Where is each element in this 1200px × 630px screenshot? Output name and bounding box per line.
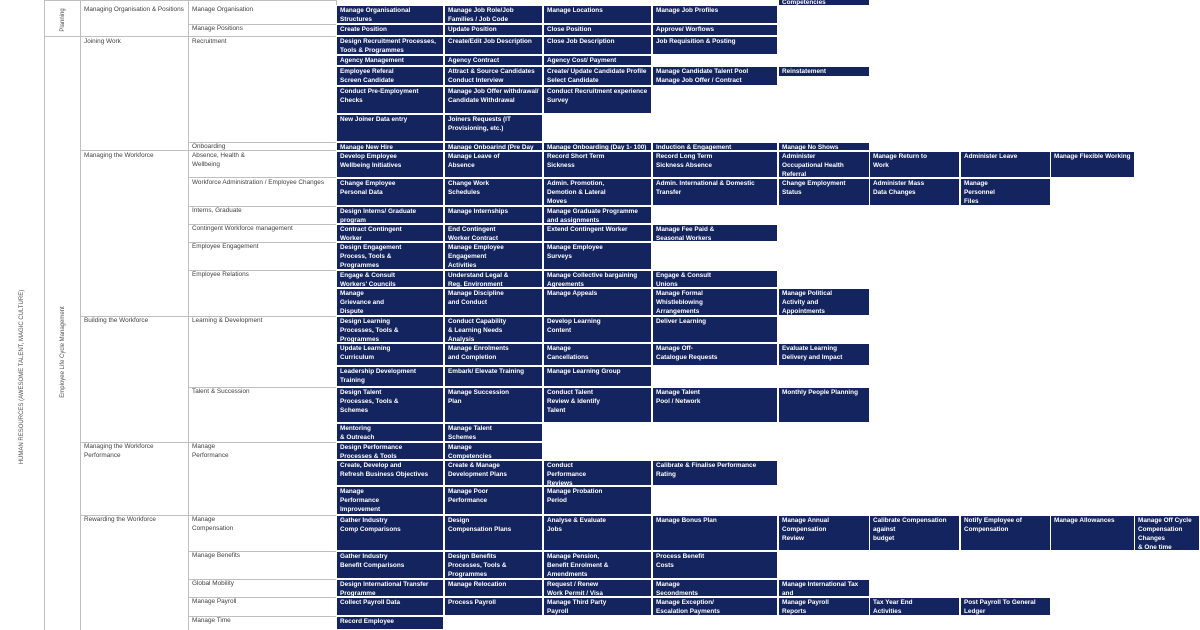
subsection-label: Onboarding <box>192 143 226 150</box>
process-cell[interactable]: Manage Third Party Payroll <box>543 597 652 616</box>
process-cell[interactable]: Manage Formal Whistleblowing Arrangements <box>652 288 778 316</box>
section-label: Building the Workforce <box>84 317 149 324</box>
process-cell[interactable]: Design Compensation Plans <box>444 515 543 551</box>
process-cell[interactable]: Create/ Update Candidate Profile Select Candidate <box>543 66 652 86</box>
process-cell[interactable]: Job Requisition & Posting <box>652 36 778 55</box>
process-cell[interactable]: Develop Employee Wellbeing Initiatives <box>336 151 444 178</box>
subsection-label: Manage Payroll <box>192 598 237 605</box>
process-cell[interactable]: Manage Job Offer withdrawal/ Candidate Withdrawal <box>444 86 543 114</box>
process-cell[interactable]: Attract & Source Candidates Conduct Interview <box>444 66 543 86</box>
process-cell[interactable]: Record Employee <box>336 616 444 630</box>
process-cell[interactable]: Update Position <box>444 24 543 36</box>
process-cell[interactable]: Admin. Promotion, Demotion & Lateral Moves <box>543 178 652 206</box>
process-cell[interactable]: Tax Year End Activities <box>869 597 960 616</box>
process-cell[interactable]: Record Short Term Sickness <box>543 151 652 178</box>
grid-line <box>44 0 336 1</box>
process-cell[interactable]: Gather Industry Comp Comparisons <box>336 515 444 551</box>
process-cell[interactable]: Analyse & Evaluate Jobs <box>543 515 652 551</box>
process-cell[interactable]: Manage Graduate Programme and assignments <box>543 206 652 224</box>
section-label: Rewarding the Workforce <box>84 516 156 523</box>
process-cell[interactable]: Create & Manage Development Plans <box>444 460 543 486</box>
subsection-label: Contingent Workforce management <box>192 225 293 232</box>
process-cell[interactable]: Manage Competencies <box>444 442 543 460</box>
process-cell[interactable]: Agency Cost/ Payment <box>543 55 652 66</box>
process-cell[interactable]: Manage Succession Plan <box>444 387 543 423</box>
process-cell[interactable]: Conduct Talent Review & Identify Talent <box>543 387 652 423</box>
subsection-label: Manage Positions <box>192 25 243 32</box>
org-vertical-label: HUMAN RESOURCES (AWESOME TALENT, MAGIC CULTURE) <box>19 289 25 465</box>
process-cell[interactable]: Deliver Learning <box>652 316 778 343</box>
process-cell[interactable]: Design Talent Processes, Tools & Schemes <box>336 387 444 423</box>
process-cell[interactable]: Manage Discipline and Conduct <box>444 288 543 316</box>
process-cell[interactable]: End Contingent Worker Contract <box>444 224 543 242</box>
process-cell[interactable]: Conduct Capability & Learning Needs Analysis <box>444 316 543 343</box>
process-cell[interactable]: Contract Contingent Worker <box>336 224 444 242</box>
process-cell[interactable]: Administer Mass Data Changes <box>869 178 960 206</box>
process-cell[interactable]: Gather Industry Benefit Comparisons <box>336 551 444 579</box>
process-cell[interactable]: Create Position <box>336 24 444 36</box>
process-cell[interactable]: Design Recruitment Processes, Tools & Programmes <box>336 36 444 55</box>
process-cell[interactable]: Conduct Pre-Employment Checks <box>336 86 444 114</box>
process-cell[interactable]: Design Benefits Processes, Tools & Programmes <box>444 551 543 579</box>
process-cell[interactable]: Process Payroll <box>444 597 543 616</box>
process-cell[interactable]: Engage & Consult Unions <box>652 270 778 288</box>
grid-line <box>44 0 45 630</box>
process-cell[interactable]: Manage Internships <box>444 206 543 224</box>
process-cell[interactable]: Manage Locations <box>543 5 652 24</box>
process-cell[interactable]: Post Payroll To General Ledger <box>960 597 1051 616</box>
process-cell[interactable]: Manage International Tax and <box>778 579 870 597</box>
process-cell[interactable]: Extend Contingent Worker <box>543 224 652 242</box>
process-cell[interactable]: Manage Flexible Working <box>1050 151 1135 178</box>
process-cell[interactable]: Joiners Requests (IT Provisioning, etc.) <box>444 114 543 142</box>
process-cell[interactable]: Change Work Schedules <box>444 178 543 206</box>
process-cell[interactable]: Manage Onboarding (Day 1- 100) <box>543 142 652 151</box>
process-cell[interactable]: Manage Secondments <box>652 579 778 597</box>
process-cell[interactable]: Manage Employee Surveys <box>543 242 652 270</box>
process-cell[interactable]: Employee Referal Screen Candidate <box>336 66 444 86</box>
process-cell[interactable]: Conduct Recruitment experience Survey <box>543 86 652 114</box>
process-cell[interactable]: Manage Performance Improvement <box>336 486 444 515</box>
subsection-label: Manage Benefits <box>192 552 240 559</box>
process-cell[interactable]: Induction & Engagement <box>652 142 778 151</box>
process-cell[interactable]: Manage Payroll Reports <box>778 597 870 616</box>
process-cell[interactable]: Manage Job Profiles <box>652 5 778 24</box>
process-cell[interactable]: Manage Enrolments and Completion <box>444 343 543 366</box>
process-cell[interactable]: Create/Edit Job Description <box>444 36 543 55</box>
process-cell[interactable]: Manage Relocation <box>444 579 543 597</box>
process-cell[interactable]: Leadership Development Training <box>336 366 444 387</box>
section-label: Managing Organisation & Positions <box>84 6 184 13</box>
planning-vertical-label: Planning <box>60 8 66 32</box>
process-cell[interactable]: Create, Develop and Refresh Business Objectives <box>336 460 444 486</box>
process-cell[interactable]: Understand Legal & Reg. Environment <box>444 270 543 288</box>
process-cell[interactable]: Manage Poor Performance <box>444 486 543 515</box>
subsection-label: Recruitment <box>192 38 227 45</box>
process-cell[interactable]: Develop Learning Content <box>543 316 652 343</box>
process-cell[interactable]: Calibrate & Finalise Performance Rating <box>652 460 778 486</box>
process-cell[interactable]: Manage Fee Paid & Seasonal Workers <box>652 224 778 242</box>
process-cell[interactable]: Manage Return to Work <box>869 151 960 178</box>
process-cell[interactable]: Evaluate Learning Delivery and Impact <box>778 343 870 366</box>
subsection-label: Manage Performance <box>192 443 229 459</box>
process-cell[interactable]: Manage Probation Period <box>543 486 652 515</box>
lifecycle-vertical-label: Employee Life Cycle Management <box>60 306 66 398</box>
process-cell[interactable]: Design International Transfer Programme <box>336 579 444 597</box>
process-cell[interactable]: Change Employment Status <box>778 178 870 206</box>
process-cell[interactable]: Calibrate Compensation against budget <box>869 515 960 551</box>
process-cell[interactable]: Manage Off- Catalogue Requests <box>652 343 778 366</box>
process-cell[interactable]: Design Learning Processes, Tools & Programmes <box>336 316 444 343</box>
subsection-label: Absence, Health & Wellbeing <box>192 152 245 168</box>
subsection-label: Learning & Development <box>192 317 263 324</box>
process-cell[interactable]: Manage Bonus Plan <box>652 515 778 551</box>
process-cell[interactable]: Record Long Term Sickness Absence <box>652 151 778 178</box>
process-cell[interactable]: Admin. International & Domestic Transfer <box>652 178 778 206</box>
process-cell[interactable]: Competencies <box>778 0 870 6</box>
process-cell[interactable]: Manage Collective bargaining Agreements <box>543 270 652 288</box>
process-cell[interactable]: Agency Contract <box>444 55 543 66</box>
process-cell[interactable]: Administer Occupational Health Referral <box>778 151 870 178</box>
process-cell[interactable]: Manage Talent Schemes <box>444 423 543 442</box>
subsection-label: Employee Engagement <box>192 243 259 250</box>
section-label: Managing the Workforce <box>84 152 154 159</box>
subsection-label: Talent & Succession <box>192 388 250 395</box>
process-cell[interactable]: Embark/ Elevate Training <box>444 366 543 387</box>
process-cell[interactable]: Manage Employee Engagement Activities <box>444 242 543 270</box>
process-cell[interactable]: Manage Political Activity and Appointments <box>778 288 870 316</box>
process-cell[interactable]: Approve/ Worflows <box>652 24 778 36</box>
process-cell[interactable]: Manage Learning Group <box>543 366 652 387</box>
process-cell[interactable]: Manage Grievance and Dispute <box>336 288 444 316</box>
process-cell[interactable]: Process Benefit Costs <box>652 551 778 579</box>
process-cell[interactable]: Engage & Consult Workers' Councils <box>336 270 444 288</box>
process-cell[interactable]: New Joiner Data entry <box>336 114 444 142</box>
subsection-label: Employee Relations <box>192 271 249 278</box>
process-cell[interactable]: Request / Renew Work Permit / Visa <box>543 579 652 597</box>
process-cell[interactable]: Update Learning Curriculum <box>336 343 444 366</box>
process-cell[interactable]: Agency Management <box>336 55 444 66</box>
process-cell[interactable]: Manage Cancellations <box>543 343 652 366</box>
section-label: Managing the Workforce Performance <box>84 443 154 459</box>
process-cell[interactable]: Notify Employee of Compensation <box>960 515 1051 551</box>
process-cell[interactable]: Design Engagement Process, Tools & Programmes <box>336 242 444 270</box>
process-cell[interactable]: Design Interns/ Graduate program <box>336 206 444 224</box>
process-cell[interactable]: Manage Organisational Structures <box>336 5 444 24</box>
grid-line <box>80 0 81 630</box>
process-cell[interactable]: Collect Payroll Data <box>336 597 444 616</box>
process-cell[interactable]: Manage No Shows <box>778 142 870 151</box>
subsection-label: Manage Organisation <box>192 6 254 13</box>
process-cell[interactable]: Monthly People Planning <box>778 387 870 423</box>
process-cell[interactable]: Mentoring & Outreach <box>336 423 444 442</box>
subsection-label: Interns, Graduate <box>192 207 242 214</box>
subsection-label: Workforce Administration / Employee Changes <box>192 179 325 186</box>
process-cell[interactable]: Manage Leave of Absence <box>444 151 543 178</box>
process-cell[interactable]: Design Performance Processes & Tools <box>336 442 444 460</box>
process-cell[interactable]: Manage Job Role/Job Families / Job Code <box>444 5 543 24</box>
process-cell[interactable]: Conduct Performance Reviews <box>543 460 652 486</box>
process-cell[interactable]: Manage Candidate Talent Pool Manage Job Offer / Contract <box>652 66 778 86</box>
process-cell[interactable]: Manage Personnel Files <box>960 178 1051 206</box>
process-cell[interactable]: Manage Annual Compensation Review <box>778 515 870 551</box>
process-cell[interactable]: Reinstatement <box>778 66 870 77</box>
process-cell[interactable]: Change Employee Personal Data <box>336 178 444 206</box>
process-cell[interactable]: Manage Talent Pool / Network <box>652 387 778 423</box>
section-label: Joining Work <box>84 38 121 45</box>
process-cell[interactable]: Administer Leave <box>960 151 1051 178</box>
subsection-label: Global Mobility <box>192 580 234 587</box>
process-cell[interactable]: Manage Pension, Benefit Enrolment & Amendments <box>543 551 652 579</box>
process-cell[interactable]: Close Job Description <box>543 36 652 55</box>
process-cell[interactable]: Manage Appeals <box>543 288 652 316</box>
process-cell[interactable]: Manage Off Cycle Compensation Changes & One time <box>1134 515 1200 551</box>
process-cell[interactable]: Close Position <box>543 24 652 36</box>
subsection-label: Manage Compensation <box>192 516 234 532</box>
process-cell[interactable]: Manage Onboarind (Pre Day <box>444 142 543 151</box>
process-cell[interactable]: Manage Allowances <box>1050 515 1135 551</box>
subsection-label: Manage Time <box>192 617 231 624</box>
process-cell[interactable]: Manage Exception/ Escalation Payments <box>652 597 778 616</box>
process-cell[interactable]: Manage New Hire <box>336 142 444 151</box>
